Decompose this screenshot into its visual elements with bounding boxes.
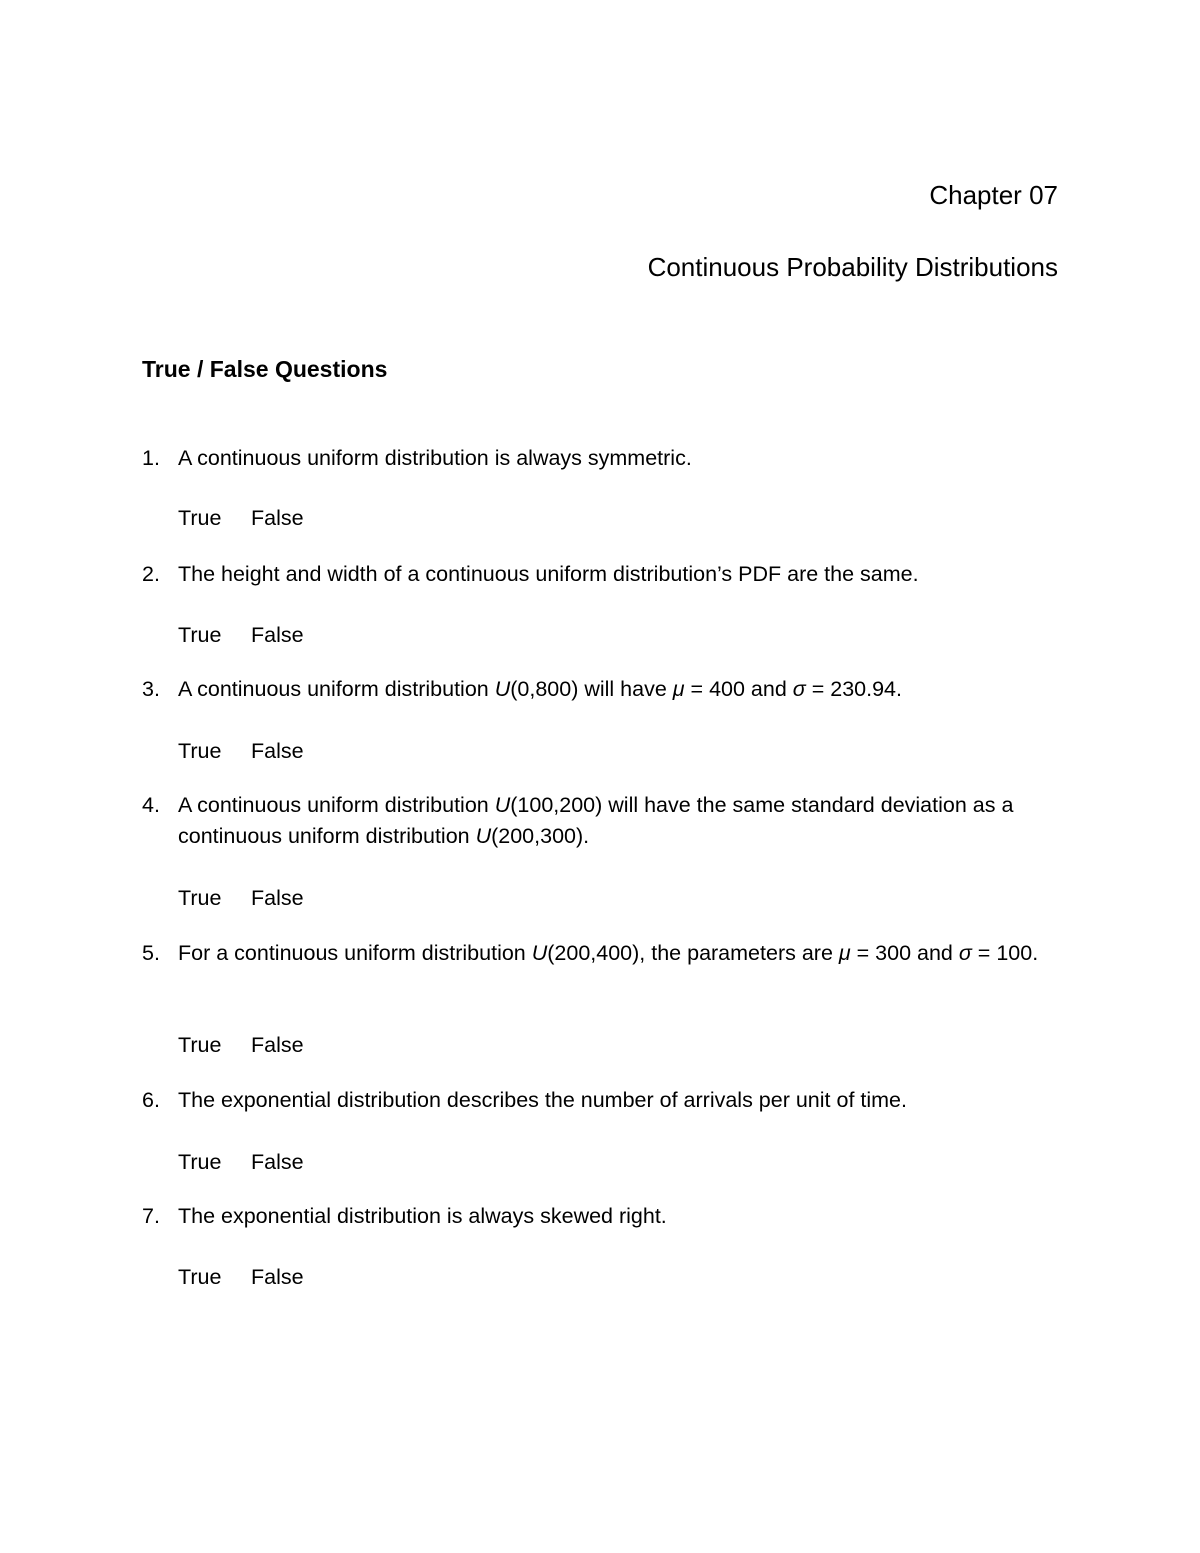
question-text [178, 1201, 1058, 1232]
question-text-part: (200,400), the parameters are [547, 941, 839, 965]
question-text-part: A continuous uniform distribution [178, 677, 495, 701]
question-text-part: (200,300). [491, 824, 590, 848]
question-text-part: The height and width of a continuous uniform distribution’s PDF are the same. [178, 562, 919, 586]
section-heading: True / False Questions [142, 356, 388, 382]
question-text-part: = 300 and [850, 941, 959, 965]
question-3 [142, 674, 1058, 705]
question-text [178, 938, 1058, 969]
question-number: 1. [142, 446, 160, 470]
question-text [178, 674, 1058, 705]
question-text-part: (100,200) will have the same standard deviation as a continuous uniform distribution [178, 793, 1014, 848]
question-4 [142, 790, 1058, 852]
choice-false[interactable]: False [251, 886, 304, 910]
chapter-title: Continuous Probability Distributions [647, 252, 1058, 282]
question-text-part: The exponential distribution is always skewed right. [178, 1204, 667, 1228]
question-2 [142, 559, 1058, 590]
choice-false[interactable]: False [251, 1150, 304, 1174]
question-text-part: σ [958, 941, 972, 965]
question-number: 6. [142, 1088, 160, 1112]
question-number: 4. [142, 793, 160, 817]
question-text-part: μ [672, 677, 685, 701]
answer-choices-7 [178, 1262, 304, 1293]
question-text [178, 559, 1058, 590]
question-1 [142, 443, 1058, 474]
question-6 [142, 1085, 1058, 1116]
choice-true[interactable]: True [178, 1150, 222, 1174]
choice-false[interactable]: False [251, 739, 304, 763]
choice-true[interactable]: True [178, 1033, 222, 1057]
choice-true[interactable]: True [178, 506, 222, 530]
choice-false[interactable]: False [251, 506, 304, 530]
question-text-part: A continuous uniform distribution [178, 793, 495, 817]
answer-choices-3 [178, 736, 304, 767]
choice-false[interactable]: False [251, 1033, 304, 1057]
question-text-part: The exponential distribution describes the number of arrivals per unit of time. [178, 1088, 907, 1112]
question-number: 7. [142, 1204, 160, 1228]
question-text [178, 790, 1058, 852]
question-7 [142, 1201, 1058, 1232]
answer-choices-1 [178, 503, 304, 534]
choice-false[interactable]: False [251, 1265, 304, 1289]
question-text-part: U [531, 941, 548, 965]
question-text-part: For a continuous uniform distribution [178, 941, 532, 965]
choice-true[interactable]: True [178, 739, 222, 763]
answer-choices-2 [178, 620, 304, 651]
choice-true[interactable]: True [178, 1265, 222, 1289]
question-text-part: σ [792, 677, 806, 701]
answer-choices-6 [178, 1147, 304, 1178]
question-number: 3. [142, 677, 160, 701]
question-5 [142, 938, 1058, 969]
choice-true[interactable]: True [178, 886, 222, 910]
question-text-part: = 400 and [684, 677, 793, 701]
question-number: 2. [142, 562, 160, 586]
question-text-part: (0,800) will have [510, 677, 673, 701]
chapter-label: Chapter 07 [929, 180, 1058, 210]
question-text-part: U [494, 793, 511, 817]
question-text-part: U [475, 824, 492, 848]
question-text-part: U [494, 677, 511, 701]
question-text-part: = 100. [971, 941, 1039, 965]
question-text-part: = 230.94. [805, 677, 902, 701]
question-text [178, 443, 1058, 474]
choice-false[interactable]: False [251, 623, 304, 647]
question-number: 5. [142, 941, 160, 965]
question-text-part: A continuous uniform distribution is always symmetric. [178, 446, 692, 470]
answer-choices-5 [178, 1030, 304, 1061]
question-text-part: μ [838, 941, 851, 965]
question-text [178, 1085, 1058, 1116]
choice-true[interactable]: True [178, 623, 222, 647]
answer-choices-4 [178, 883, 304, 914]
